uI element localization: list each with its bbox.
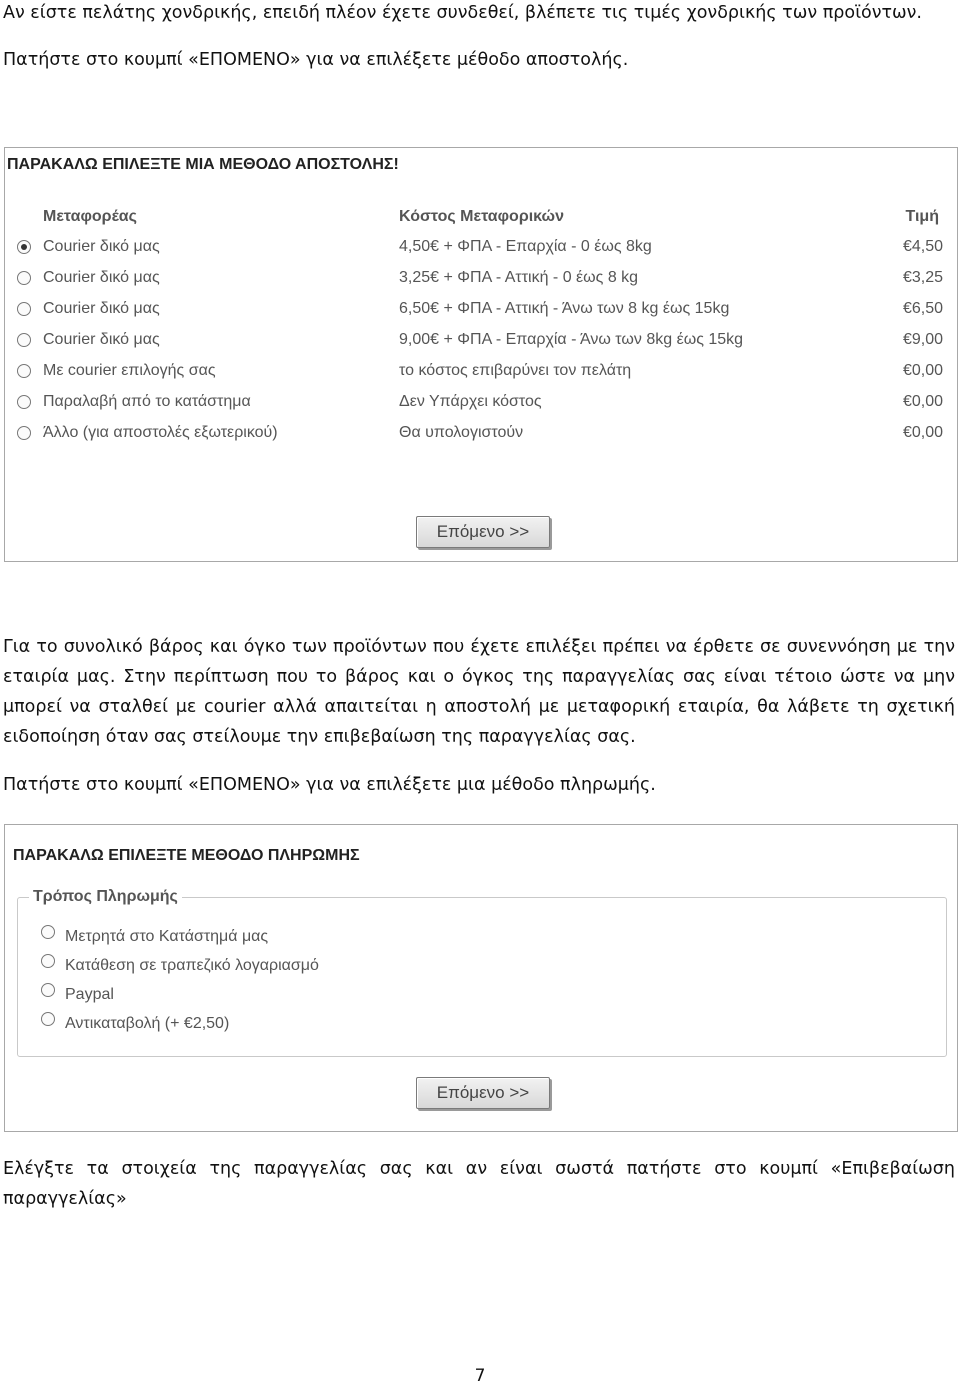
- intro-wholesale-text: Αν είστε πελάτης χονδρικής, επειδή πλέον έχετε συνδεθεί, βλέπετε τις τιμές χονδρικής των προϊόντων.: [3, 3, 922, 23]
- shipping-price: €6,50: [902, 300, 943, 317]
- payment-radio[interactable]: [41, 983, 55, 997]
- shipping-price: €3,25: [902, 269, 943, 286]
- shipping-method-panel: [4, 147, 958, 562]
- shipping-radio[interactable]: [17, 240, 31, 254]
- payment-legend: Τρόπος Πληρωμής: [29, 888, 182, 906]
- carrier-name: Courier δικό μας: [43, 331, 160, 348]
- shipping-price: €9,00: [902, 331, 943, 348]
- payment-option-row[interactable]: [5, 954, 957, 982]
- shipping-radio[interactable]: [17, 271, 31, 285]
- shipping-cost: το κόστος επιβαρύνει τον πελάτη: [399, 362, 632, 379]
- shipping-price: €0,00: [902, 362, 943, 379]
- payment-option-label: Αντικαταβολή (+ €2,50): [65, 1015, 230, 1032]
- weight-volume-note: Για το συνολικό βάρος και όγκο των προϊόντων που έχετε επιλέξει πρέπει να έρθετε σε συνεννόηση με την εταιρία μας. Στην περίπτωση που το βάρος και ο όγκος της παραγγελίας σας είναι τέτοιο ώστε να μην μπορεί να σταλθεί με courier αλλά απαιτείται η αποστολή με μεταφορική εταιρία, θα λάβετε τη σχετική ειδοποίηση όταν σας στείλουμε την επιβεβαίωση της παραγγελίας σας.: [3, 637, 955, 747]
- payment-radio[interactable]: [41, 954, 55, 968]
- shipping-radio[interactable]: [17, 333, 31, 347]
- shipping-panel-title: ΠΑΡΑΚΑΛΩ ΕΠΙΛΕΞΤΕ ΜΙΑ ΜΕΘΟΔΟ ΑΠΟΣΤΟΛΗΣ!: [7, 156, 399, 173]
- shipping-cost: 6,50€ + ΦΠΑ - Αττική - Άνω των 8 kg έως 15kg: [399, 300, 730, 317]
- shipping-option-row[interactable]: [5, 299, 957, 327]
- confirm-order-instruction: Ελέγξτε τα στοιχεία της παραγγελίας σας και αν είναι σωστά πατήστε στο κουμπί «Επιβεβαίωση παραγγελίας»: [3, 1159, 955, 1209]
- payment-option-label: Κατάθεση σε τραπεζικό λογαριασμό: [65, 957, 319, 974]
- payment-option-row[interactable]: [5, 925, 957, 953]
- shipping-option-row[interactable]: [5, 237, 957, 265]
- shipping-cost: Θα υπολογιστούν: [399, 424, 524, 441]
- shipping-option-row[interactable]: [5, 361, 957, 389]
- shipping-price: €0,00: [902, 424, 943, 441]
- shipping-price: €0,00: [902, 393, 943, 410]
- payment-option-row[interactable]: [5, 983, 957, 1011]
- payment-option-row[interactable]: [5, 1012, 957, 1040]
- carrier-name: Άλλο (για αποστολές εξωτερικού): [43, 424, 278, 441]
- header-shipping-cost: Κόστος Μεταφορικών: [399, 208, 564, 225]
- shipping-option-row[interactable]: [5, 330, 957, 358]
- shipping-option-row[interactable]: [5, 268, 957, 296]
- payment-panel-title: ΠΑΡΑΚΑΛΩ ΕΠΙΛΕΞΤΕ ΜΕΘΟΔΟ ΠΛΗΡΩΜΗΣ: [13, 847, 360, 864]
- page-number: 7: [474, 1366, 486, 1386]
- shipping-option-row[interactable]: [5, 423, 957, 451]
- carrier-name: Παραλαβή από το κατάστημα: [43, 393, 251, 410]
- payment-next-instruction: Πατήστε στο κουμπί «ΕΠΟΜΕΝΟ» για να επιλέξετε μια μέθοδο πληρωμής.: [3, 775, 656, 795]
- shipping-cost: 4,50€ + ΦΠΑ - Επαρχία - 0 έως 8kg: [399, 238, 652, 255]
- carrier-name: Με courier επιλογής σας: [43, 362, 216, 379]
- carrier-name: Courier δικό μας: [43, 269, 160, 286]
- payment-option-label: Μετρητά στο Κατάστημά μας: [65, 928, 269, 945]
- carrier-name: Courier δικό μας: [43, 300, 160, 317]
- payment-option-label: Paypal: [65, 986, 114, 1003]
- header-carrier: Μεταφορέας: [43, 208, 137, 225]
- header-price: Τιμή: [905, 208, 939, 225]
- shipping-cost: Δεν Υπάρχει κόστος: [399, 393, 542, 410]
- shipping-option-row[interactable]: [5, 392, 957, 420]
- shipping-cost: 3,25€ + ΦΠΑ - Αττική - 0 έως 8 kg: [399, 269, 639, 286]
- payment-radio[interactable]: [41, 925, 55, 939]
- shipping-price: €4,50: [902, 238, 943, 255]
- carrier-name: Courier δικό μας: [43, 238, 160, 255]
- shipping-radio[interactable]: [17, 395, 31, 409]
- payment-method-panel: [4, 824, 958, 1132]
- shipping-radio[interactable]: [17, 364, 31, 378]
- shipping-cost: 9,00€ + ΦΠΑ - Επαρχία - Άνω των 8kg έως 15kg: [399, 331, 744, 348]
- shipping-next-button[interactable]: Επόμενο >>: [416, 516, 550, 548]
- payment-radio[interactable]: [41, 1012, 55, 1026]
- payment-next-button[interactable]: Επόμενο >>: [416, 1077, 550, 1109]
- shipping-radio[interactable]: [17, 426, 31, 440]
- shipping-radio[interactable]: [17, 302, 31, 316]
- intro-next-instruction: Πατήστε στο κουμπί «ΕΠΟΜΕΝΟ» για να επιλέξετε μέθοδο αποστολής.: [3, 50, 629, 70]
